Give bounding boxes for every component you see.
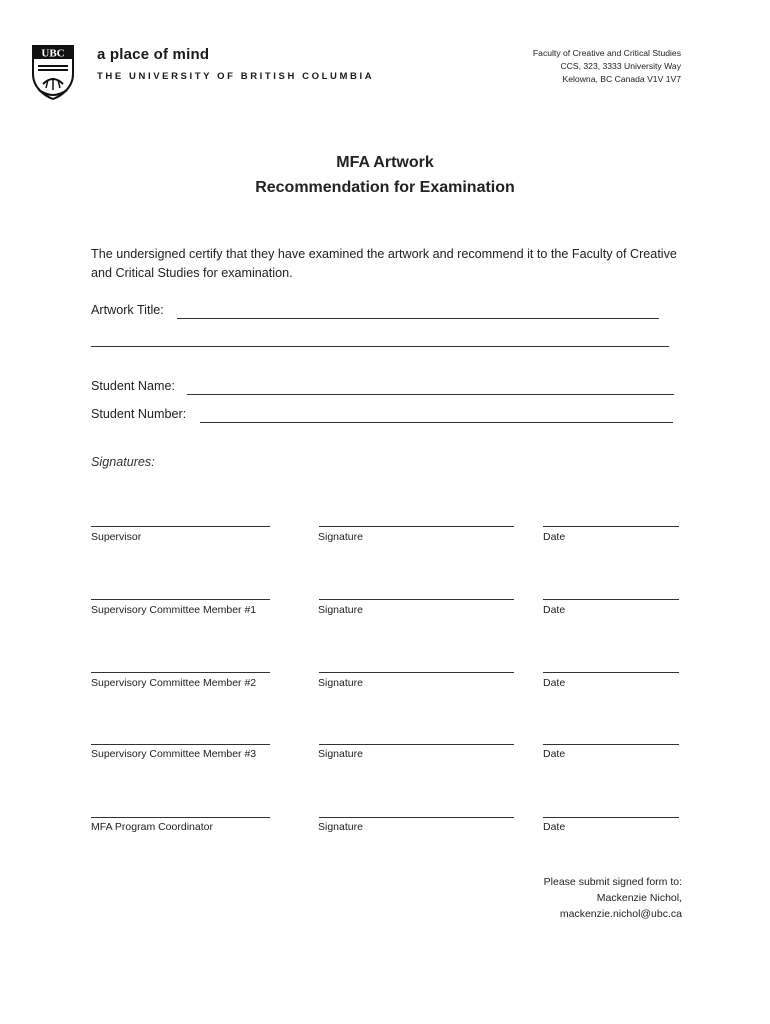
address-line: Faculty of Creative and Critical Studies [532, 48, 681, 58]
signature-line[interactable] [319, 672, 514, 673]
date-label: Date [543, 531, 566, 543]
role-signature-line[interactable] [91, 817, 270, 818]
signatures-heading: Signatures: [91, 455, 155, 469]
date-line[interactable] [543, 526, 679, 527]
date-line[interactable] [543, 599, 679, 600]
signature-line[interactable] [319, 744, 514, 745]
role-label: Supervisory Committee Member #2 [91, 677, 257, 689]
date-label: Date [543, 677, 566, 689]
faculty-address [533, 47, 681, 86]
signature-line[interactable] [319, 526, 514, 527]
contact-email[interactable]: mackenzie.nichol@ubc.ca [559, 908, 682, 920]
date-line[interactable] [543, 744, 679, 745]
date-label: Date [543, 748, 566, 760]
student-number-label: Student Number: [91, 407, 187, 421]
role-label: Supervisory Committee Member #1 [91, 604, 257, 616]
intro-paragraph: The undersigned certify that they have examined the artwork and recommend it to the Faculty of Creative and Critical Studies for examination. [91, 247, 677, 280]
date-line[interactable] [543, 817, 679, 818]
signature-label: Signature [318, 821, 363, 833]
address-line: Kelowna, BC Canada V1V 1V7 [562, 74, 681, 84]
artwork-title-label: Artwork Title: [91, 303, 164, 317]
submit-line: Please submit signed form to: [543, 876, 682, 888]
role-label: Supervisor [91, 531, 142, 543]
artwork-title-line-2[interactable] [91, 332, 669, 347]
date-label: Date [543, 821, 566, 833]
contact-name: Mackenzie Nichol, [596, 892, 682, 904]
signature-label: Signature [318, 531, 363, 543]
artwork-title-line-1[interactable] [177, 304, 659, 319]
role-label: Supervisory Committee Member #3 [91, 748, 257, 760]
date-line[interactable] [543, 672, 679, 673]
date-label: Date [543, 604, 566, 616]
role-label: MFA Program Coordinator [91, 821, 213, 833]
form-title: MFA Artwork [336, 154, 434, 171]
signature-label: Signature [318, 677, 363, 689]
tagline: a place of mind [97, 46, 210, 63]
role-signature-line[interactable] [91, 526, 270, 527]
svg-text:UBC: UBC [41, 47, 65, 60]
role-signature-line[interactable] [91, 672, 270, 673]
student-name-line[interactable] [187, 380, 674, 395]
signature-label: Signature [318, 604, 363, 616]
submit-instructions [544, 874, 682, 922]
signature-line[interactable] [319, 599, 514, 600]
address-line: CCS, 323, 3333 University Way [560, 61, 681, 71]
form-subtitle: Recommendation for Examination [255, 179, 515, 196]
university-name: THE UNIVERSITY OF BRITISH COLUMBIA [97, 71, 375, 82]
student-name-label: Student Name: [91, 379, 176, 393]
student-number-line[interactable] [200, 408, 673, 423]
signature-label: Signature [318, 748, 363, 760]
role-signature-line[interactable] [91, 744, 270, 745]
signature-line[interactable] [319, 817, 514, 818]
role-signature-line[interactable] [91, 599, 270, 600]
ubc-crest-logo [31, 44, 75, 100]
